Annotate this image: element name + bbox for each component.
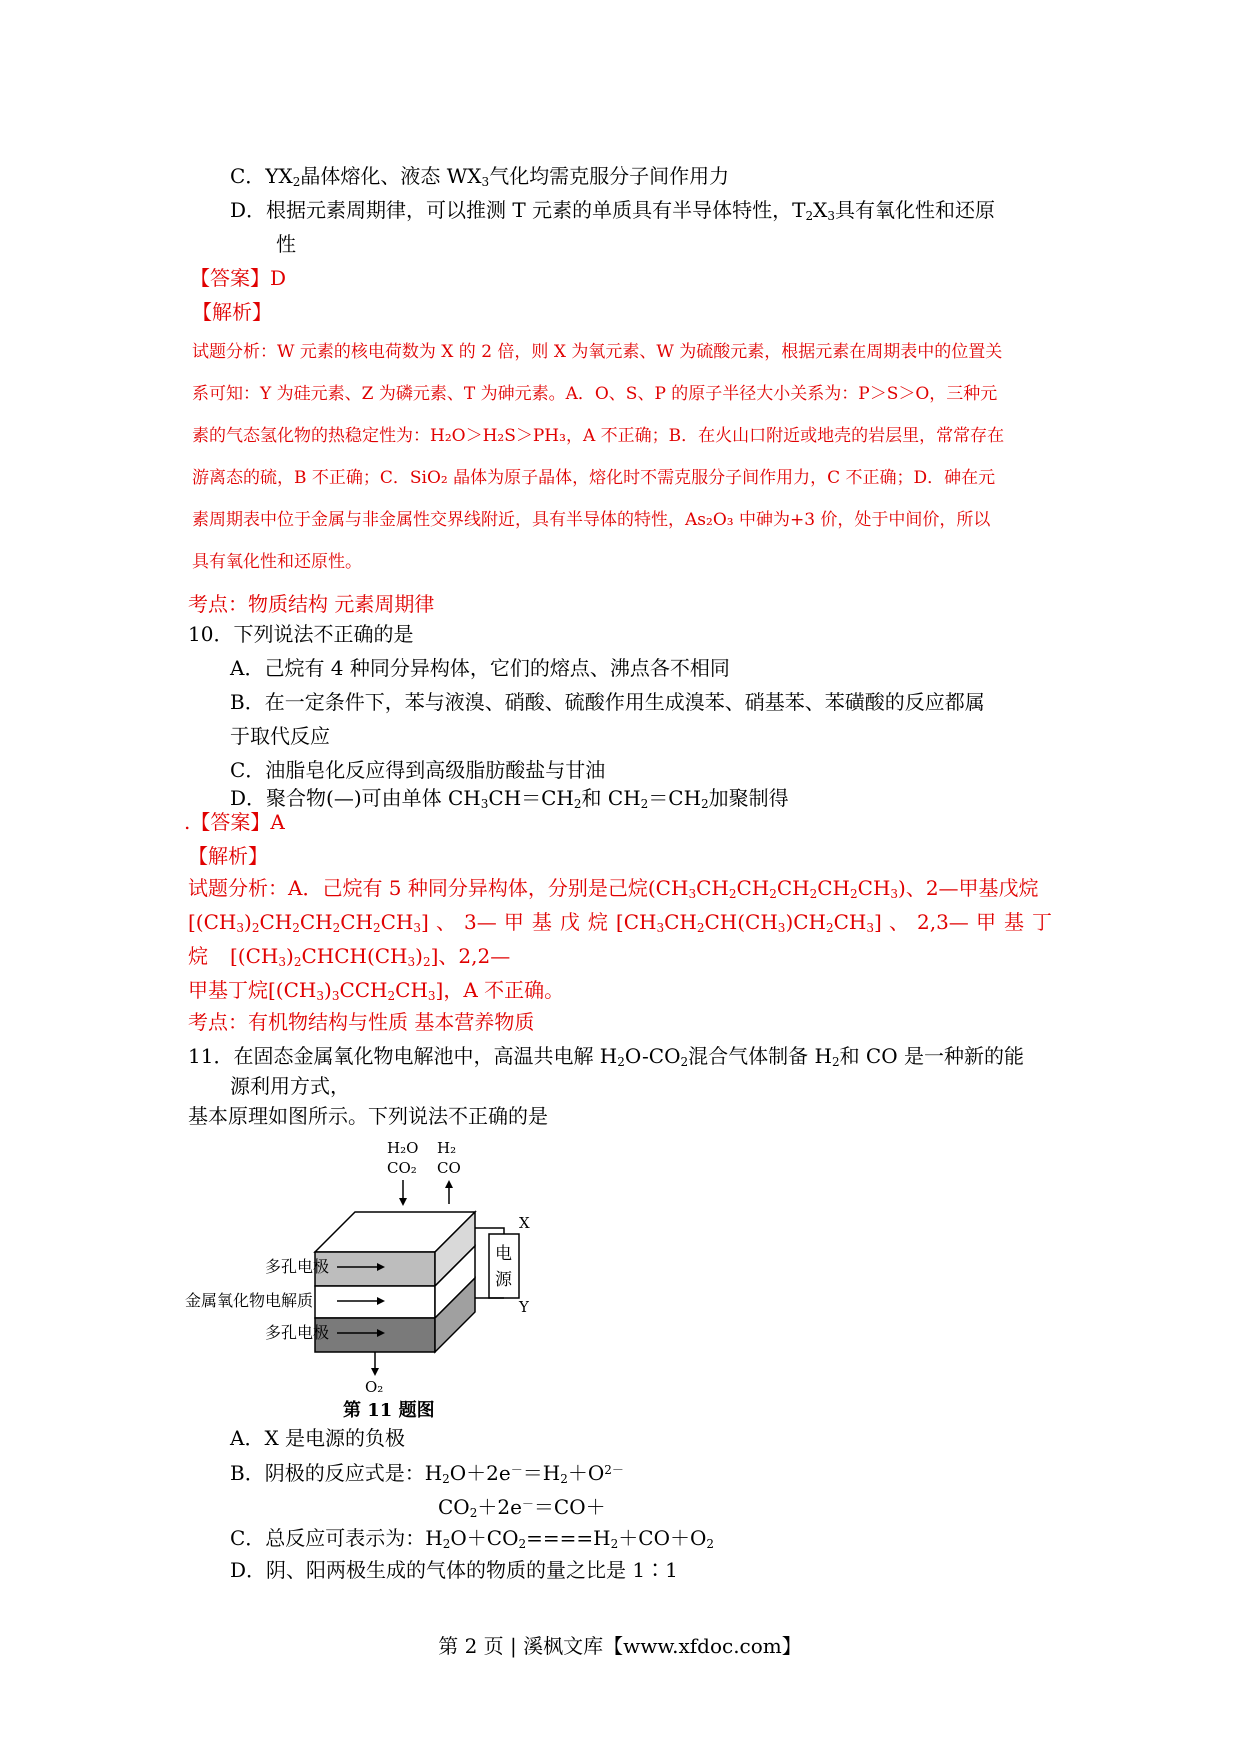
q10-option-b: B．在一定条件下，苯与液溴、硝酸、硫酸作用生成溴苯、硝基苯、苯磺酸的反应都属 [230, 690, 985, 714]
in-arrow-head [399, 1198, 407, 1206]
q9-analysis-line: 素的气态氢化物的热稳定性为：H₂O＞H₂S＞PH₃，A 不正确；B．在火山口附近或地壳的岩层里，常常存在 [192, 426, 1005, 446]
label-porous-electrode-bottom: 多孔电极 [265, 1323, 330, 1342]
q9-option-d: D．根据元素周期律，可以推测 T 元素的单质具有半导体特性，$T_2X_3$具有氧化性和还原 [230, 198, 995, 223]
out-gas-h2: H₂ [437, 1139, 457, 1157]
power-label-2: 源 [495, 1270, 512, 1290]
q9-kaodian: 考点：物质结构 元素周期律 [188, 592, 435, 616]
terminal-y: Y [519, 1298, 529, 1316]
q10-kaodian: 考点：有机物结构与性质 基本营养物质 [188, 1010, 535, 1034]
q10-option-d: D．聚合物(—)可由单体 $CH_3CH=CH_2$和 $CH_2=CH_2$加聚制得 [230, 786, 789, 811]
q9-analysis-line: 具有氧化性和还原性。 [192, 552, 362, 572]
q10-option-c: C．油脂皂化反应得到高级脂肪酸盐与甘油 [230, 758, 606, 782]
q10-analysis-line: $[(CH_3)_2CH_2CH_2CH_2CH_3]$ 、 3— 甲 基 戊 烷 $[CH_3CH_2CH(CH_3)CH_2CH_3]$ 、 2,3— 甲 基 丁 烷 [188, 910, 1052, 968]
q9-analysis-line: 素周期表中位于金属与非金属性交界线附近，具有半导体的特性，As₂O₃ 中砷为+3 价，处于中间价，所以 [192, 510, 991, 530]
q10-analysis-label: 【解析】 [188, 844, 268, 868]
q11-option-c: C．总反应可表示为：$H_2O+CO_2====H_2+CO+O_2$ [230, 1526, 715, 1551]
q9-analysis-line: 系可知：Y 为硅元素、Z 为磷元素、T 为砷元素。A．O、S、P 的原子半径大小关系为：P＞S＞O，三种元 [192, 384, 998, 404]
q10-analysis-line: 试题分析：A．己烷有 5 种同分异构体，分别是己烷$(CH_3CH_2CH_2CH_2CH_2CH_3)$、2—甲基戊烷 [188, 876, 1039, 901]
porous-electrode-top [315, 1252, 435, 1286]
out-gas-co: CO [437, 1159, 461, 1177]
label-electrolyte: 金属氧化物电解质 [185, 1291, 314, 1310]
terminal-x: X [519, 1214, 530, 1232]
q9-analysis-line: 游离态的硫，B 不正确；C．SiO₂ 晶体为原子晶体，熔化时不需克服分子间作用力，C 不正确；D．砷在元 [192, 468, 996, 488]
q9-option-d-cont: 性 [276, 232, 296, 256]
q10-analysis-line: $[(CH_3)_2CHCH(CH_3)_2]$、2,2— [230, 944, 511, 969]
q11-option-d: D．阴、阳两极生成的气体的物质的量之比是 1∶1 [230, 1558, 678, 1582]
q11-stem-cont: 源利用方式， [230, 1074, 350, 1098]
out-arrow-head [445, 1180, 453, 1188]
label-porous-electrode-top: 多孔电极 [265, 1257, 330, 1276]
figure-caption: 第 11 题图 [343, 1400, 435, 1420]
q11-option-b: B．阴极的反应式是：$H_2O+2e^-=H_2+O^{2-}$ [230, 1461, 624, 1486]
in-gas-co2: CO₂ [387, 1159, 417, 1177]
electrolysis-cell-diagram [185, 1130, 575, 1420]
q11-option-b-line2: $CO_2+2e^-=CO+$ [438, 1495, 606, 1520]
q9-option-c: C．$YX_2$晶体熔化、液态 $WX_3$气化均需克服分子间作用力 [230, 164, 730, 189]
in-gas-h2o: H₂O [387, 1139, 419, 1157]
o2-label: O₂ [365, 1378, 384, 1396]
q10-stem: 10．下列说法不正确的是 [188, 622, 414, 646]
q11-stem-2: 基本原理如图所示。下列说法不正确的是 [188, 1104, 548, 1128]
q11-stem: 11．在固态金属氧化物电解池中，高温共电解 $H_2O-CO_2$混合气体制备 $H_2$和 CO 是一种新的能 [188, 1044, 1024, 1069]
q10-option-b-cont: 于取代反应 [230, 724, 330, 748]
porous-electrode-bottom [315, 1318, 435, 1352]
q9-analysis-label: 【解析】 [192, 300, 272, 324]
q11-option-a: A．X 是电源的负极 [230, 1426, 406, 1450]
page-footer: 第 2 页 | 溪枫文库【www.xfdoc.com】 [438, 1634, 802, 1658]
q9-answer: 【答案】D [190, 266, 287, 290]
wire-x [475, 1228, 504, 1234]
electrolyte-layer [315, 1286, 435, 1318]
q9-analysis-line: 试题分析：W 元素的核电荷数为 X 的 2 倍，则 X 为氧元素、W 为硫酸元素，根据元素在周期表中的位置关 [192, 342, 1003, 362]
q10-analysis-line: 甲基丁烷$[(CH_3)_3CCH_2CH_3]$，A 不正确。 [188, 978, 565, 1003]
power-label-1: 电 [495, 1244, 512, 1264]
q10-option-a: A．己烷有 4 种同分异构体，它们的熔点、沸点各不相同 [230, 656, 730, 680]
q10-answer: .【答案】A [184, 810, 285, 834]
